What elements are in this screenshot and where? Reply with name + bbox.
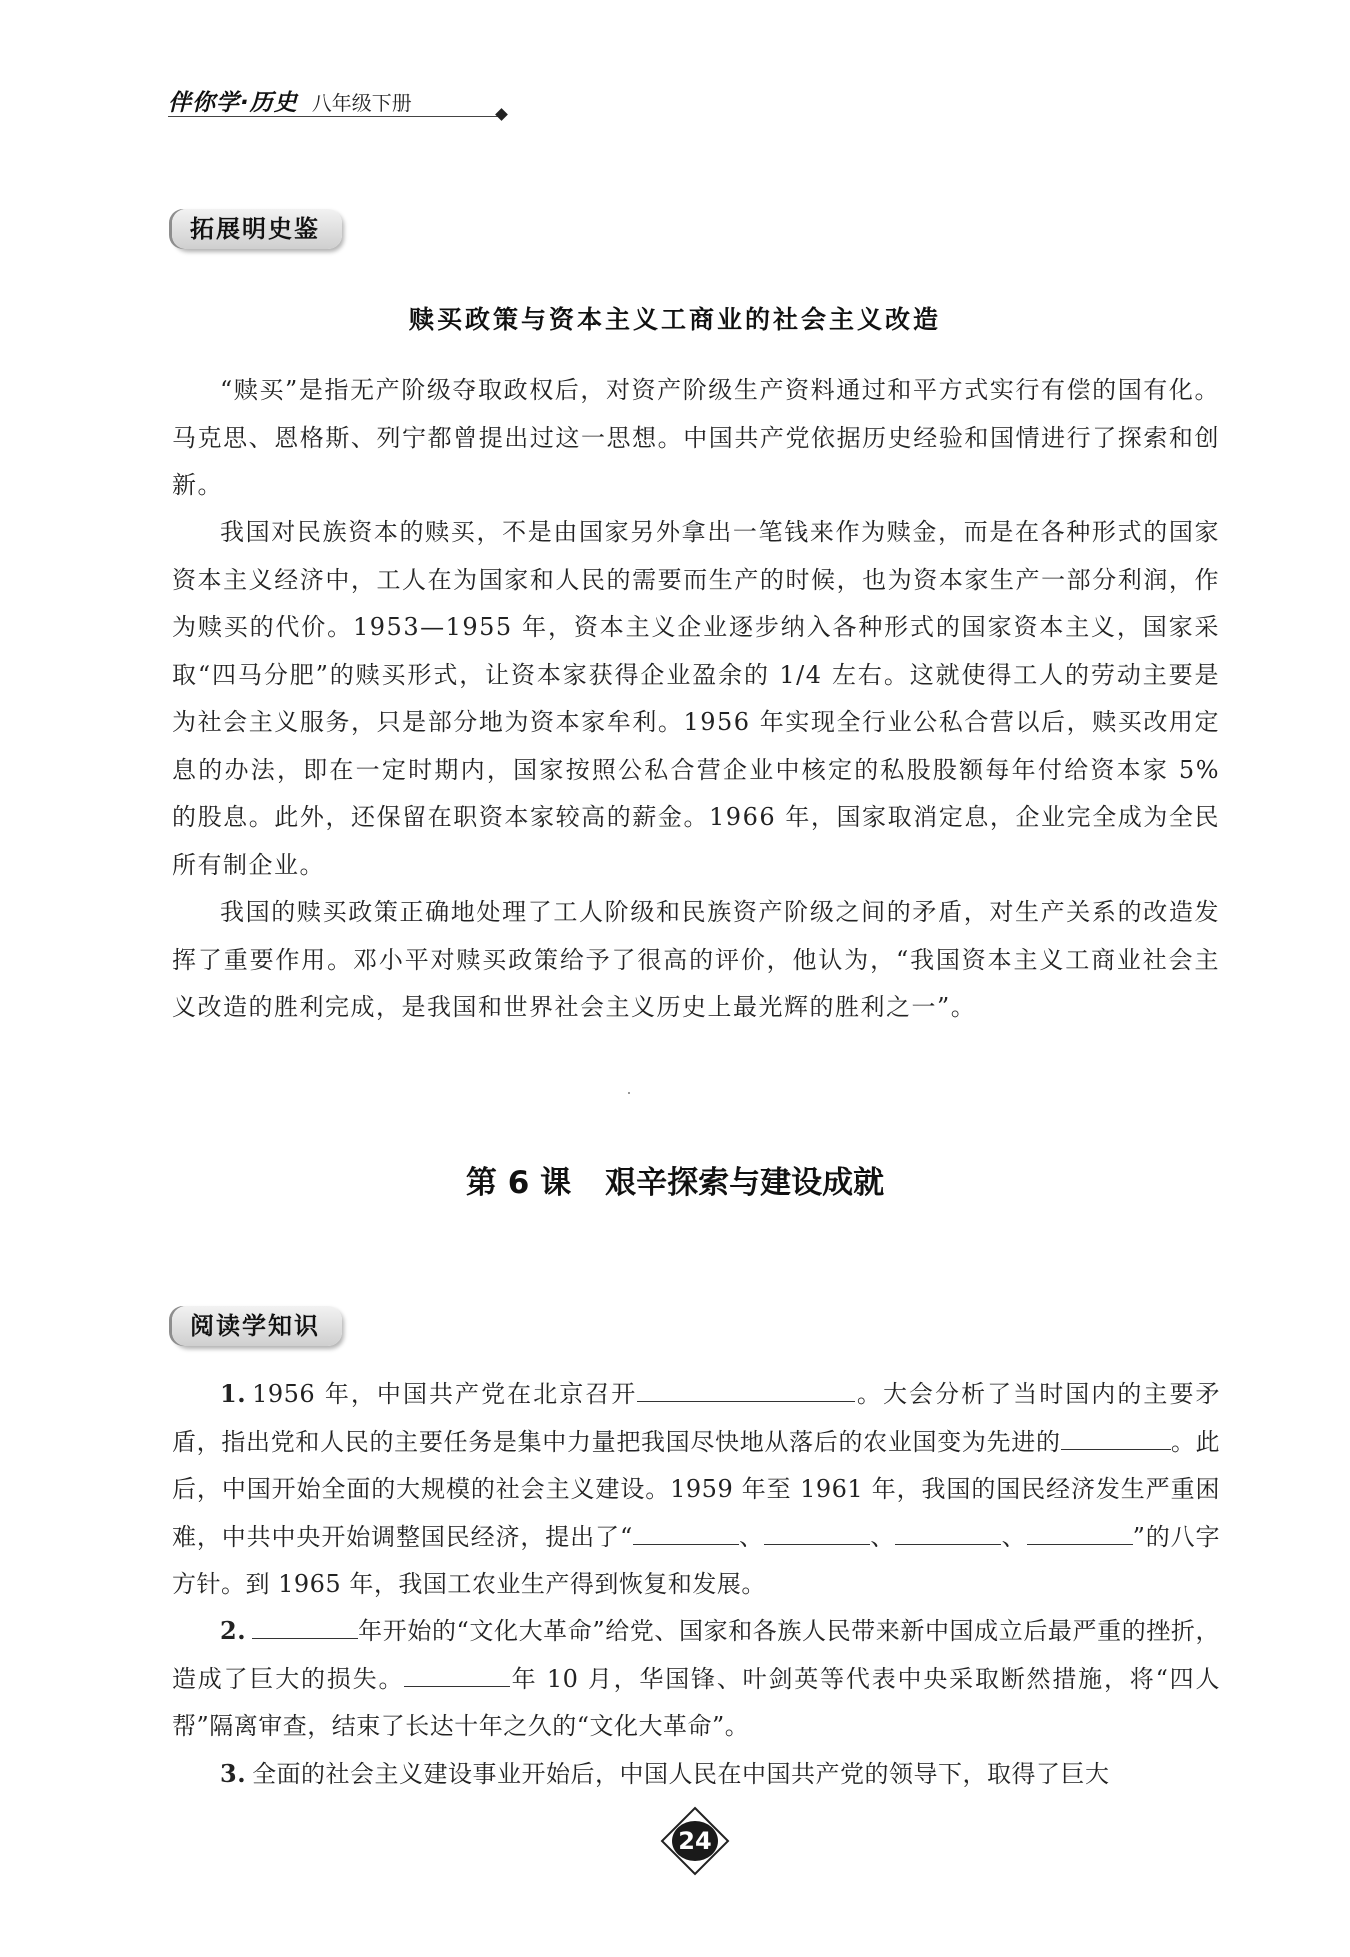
question-3: 3. 全面的社会主义建设事业开始后，中国人民在中国共产党的领导下，取得了巨大: [220, 1759, 1110, 1788]
question-2: 2. 年开始的“文化大革命”给党、国家和各族人民带来新中国成立后最严重的挫折，造成了巨大的损失。 年 10 月，华国锋、叶剑英等代表中央采取断然措施，将“四人帮”隔离审查，结束了长达十年之久的“文化大革命”。: [172, 1607, 1220, 1751]
article-paragraph-1: “赎买”是指无产阶级夺取政权后，对资产阶级生产资料通过和平方式实行有偿的国有化。马克思、恩格斯、列宁都曾提出过这一思想。中国共产党依据历史经验和国情进行了探索和创新。: [172, 376, 1220, 499]
answer-blank[interactable]: [1027, 1516, 1133, 1545]
answer-blank[interactable]: [404, 1658, 510, 1687]
page-number: 24: [678, 1827, 712, 1855]
lesson-number: 第 6 课: [465, 1165, 572, 1201]
book-volume: 八年级下册: [311, 91, 412, 115]
question-number: 1.: [220, 1379, 247, 1408]
article-paragraph-3: 我国的赎买政策正确地处理了工人阶级和民族资产阶级之间的矛盾，对生产关系的改造发挥了重要作用。邓小平对赎买政策给予了很高的评价，他认为，“我国资本主义工商业社会主义改造的胜利完成，是我国和世界社会主义历史上最光辉的胜利之一”。: [172, 898, 1220, 1021]
lesson-title: 艰辛探索与建设成就: [605, 1165, 885, 1201]
lesson-heading: [0, 1157, 1350, 1202]
book-title: 伴你学·历史: [168, 90, 298, 116]
question-1: 1. 1956 年，中国共产党在北京召开 。大会分析了当时国内的主要矛盾，指出党和人民的主要任务是集中力量把我国尽快地从落后的农业国变为先进的 。此后，中国开始全面的大规模的社会主义建设。1959 年至 1961 年，我国的国民经济发生严重困难，中共中央开始调整国民经济，提出了“ 、 、 、 ”的八字方针。到 1965 年，我国工农业生产得到恢复和发展。: [172, 1370, 1220, 1609]
running-header: [168, 84, 508, 118]
answer-blank[interactable]: [637, 1373, 855, 1402]
answer-blank[interactable]: [895, 1516, 1001, 1545]
answer-blank[interactable]: [633, 1516, 739, 1545]
question-number: 3.: [220, 1759, 247, 1788]
section-tag-reading: 阅读学知识: [172, 1306, 342, 1346]
answer-blank[interactable]: [1061, 1421, 1171, 1450]
article-title: 赎买政策与资本主义工商业的社会主义改造: [408, 305, 941, 334]
answer-blank[interactable]: [764, 1516, 870, 1545]
header-rule: [168, 116, 498, 117]
article-paragraph-2: 我国对民族资本的赎买，不是由国家另外拿出一笔钱来作为赎金，而是在各种形式的国家资本主义经济中，工人在为国家和人民的需要而生产的时候，也为资本家生产一部分利润，作为赎买的代价。1953—1955 年，资本主义企业逐步纳入各种形式的国家资本主义，国家采取“四马分肥”的赎买形式，让资本家获得企业盈余的 1/4 左右。这就使得工人的劳动主要是为社会主义服务，只是部分地为资本家牟利。1956 年实现全行业公私合营以后，赎买改用定息的办法，即在一定时期内，国家按照公私合营企业中核定的私股股额每年付给资本家 5% 的股息。此外，还保留在职资本家较高的薪金。1966 年，国家取消定息，企业完全成为全民所有制企业。: [172, 518, 1220, 879]
answer-blank[interactable]: [252, 1610, 358, 1639]
print-speck: [628, 1092, 630, 1094]
question-number: 2.: [220, 1616, 247, 1645]
section-tag-extension: 拓展明史鉴: [172, 209, 342, 249]
